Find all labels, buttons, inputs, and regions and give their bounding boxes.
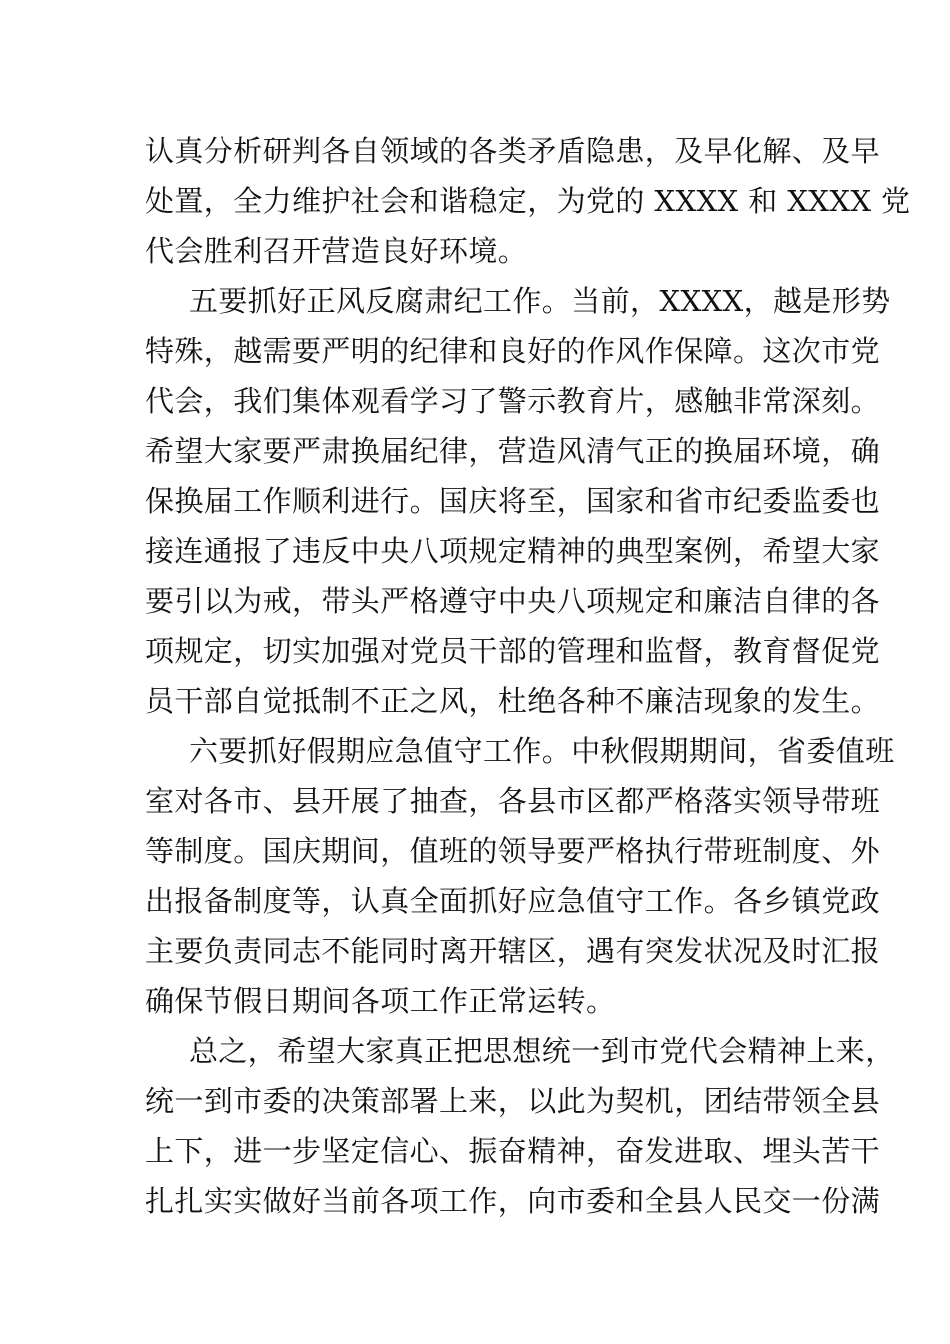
text-line: 上下，进一步坚定信心、振奋精神，奋发进取、埋头苦干 <box>145 1134 881 1168</box>
paragraph-start-line: 五要抓好正风反腐肃纪工作。当前，XXXX，越是形势 <box>189 284 891 318</box>
text-line: 统一到市委的决策部署上来，以此为契机，团结带领全县 <box>145 1084 881 1118</box>
paragraph-start-line: 六要抓好假期应急值守工作。中秋假期期间，省委值班 <box>189 734 895 768</box>
text-line: 要引以为戒，带头严格遵守中央八项规定和廉洁自律的各 <box>145 584 881 618</box>
text-line: 出报备制度等，认真全面抓好应急值守工作。各乡镇党政 <box>145 884 881 918</box>
text-line: 保换届工作顺利进行。国庆将至，国家和省市纪委监委也 <box>145 484 881 518</box>
text-line: 等制度。国庆期间，值班的领导要严格执行带班制度、外 <box>145 834 881 868</box>
text-line: 代会，我们集体观看学习了警示教育片，感触非常深刻。 <box>145 384 881 418</box>
text-line: 接连通报了违反中央八项规定精神的典型案例，希望大家 <box>145 534 881 568</box>
text-line: 扎扎实实做好当前各项工作，向市委和全县人民交一份满 <box>145 1184 881 1218</box>
text-line: 处置，全力维护社会和谐稳定，为党的 XXXX 和 XXXX 党 <box>145 184 911 218</box>
text-line: 主要负责同志不能同时离开辖区，遇有突发状况及时汇报 <box>145 934 881 968</box>
text-line: 特殊，越需要严明的纪律和良好的作风作保障。这次市党 <box>145 334 881 368</box>
text-line: 室对各市、县开展了抽查，各县市区都严格落实领导带班 <box>145 784 881 818</box>
text-line: 认真分析研判各自领域的各类矛盾隐患，及早化解、及早 <box>145 134 881 168</box>
text-line: 希望大家要严肃换届纪律，营造风清气正的换届环境，确 <box>145 434 881 468</box>
text-line: 员干部自觉抵制不正之风，杜绝各种不廉洁现象的发生。 <box>145 684 881 718</box>
text-line: 项规定，切实加强对党员干部的管理和监督，教育督促党 <box>145 634 881 668</box>
paragraph-start-line: 总之，希望大家真正把思想统一到市党代会精神上来， <box>189 1034 895 1068</box>
text-line: 代会胜利召开营造良好环境。 <box>145 234 528 268</box>
text-line: 确保节假日期间各项工作正常运转。 <box>145 984 616 1018</box>
